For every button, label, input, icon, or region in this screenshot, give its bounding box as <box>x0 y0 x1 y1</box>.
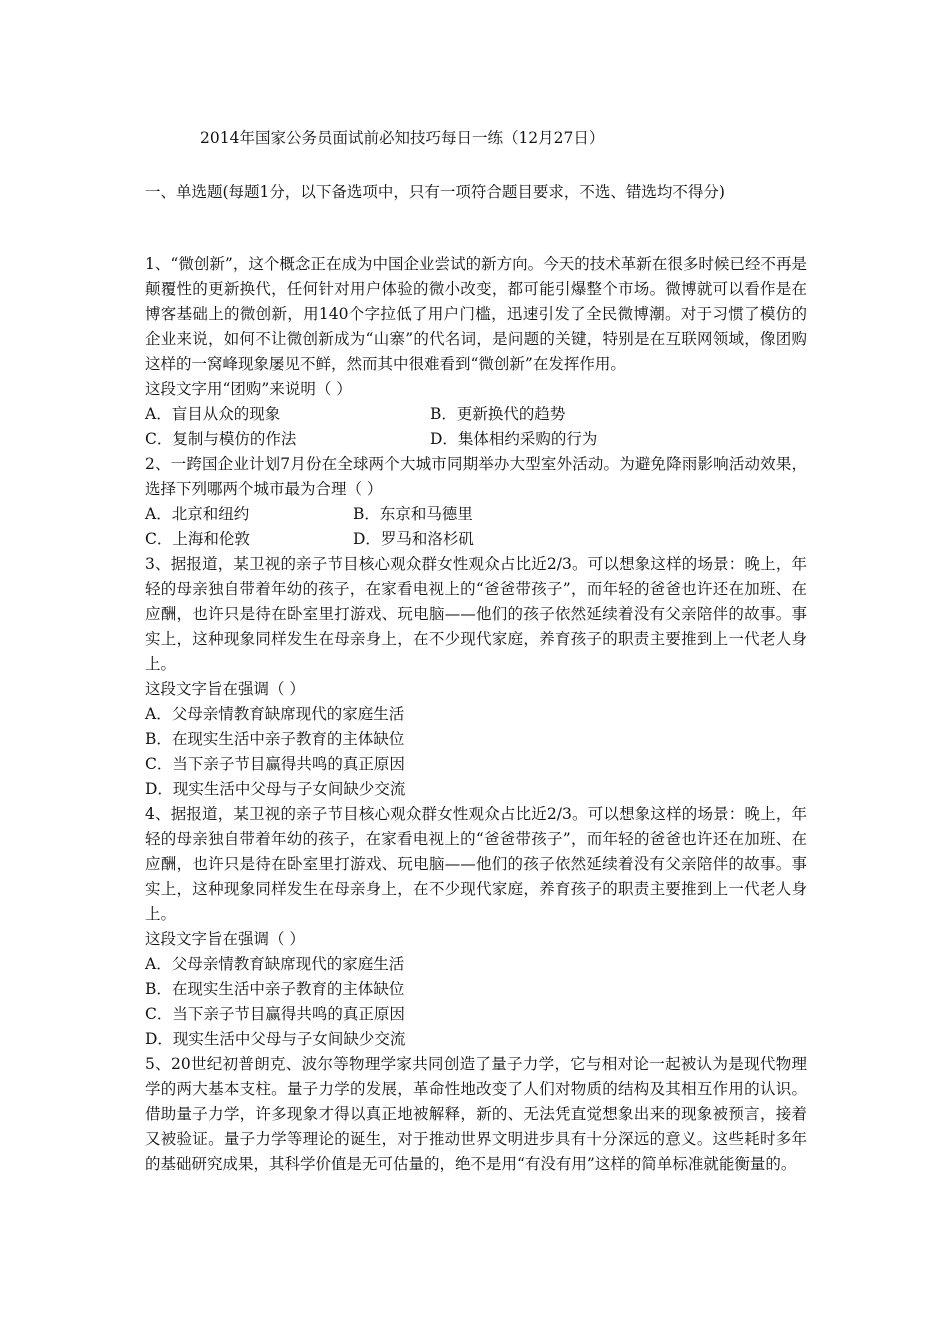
question-3-option-b: B．在现实生活中亲子教育的主体缺位 <box>145 730 405 748</box>
question-2-option-b: B．东京和马德里 <box>353 505 473 523</box>
question-1-prompt: 这段文字用“团购”来说明（ ） <box>145 380 352 398</box>
question-4-option-c: C．当下亲子节目赢得共鸣的真正原因 <box>145 1005 405 1023</box>
question-3-option-c: C．当下亲子节目赢得共鸣的真正原因 <box>145 755 405 773</box>
question-4-option-a: A．父母亲情教育缺席现代的家庭生活 <box>145 955 405 973</box>
question-1-option-a: A．盲目从众的现象 <box>145 405 281 423</box>
question-2-options-row-1 <box>145 502 807 527</box>
question-2-option-a: A．北京和纽约 <box>145 505 250 523</box>
question-2-option-c: C．上海和伦敦 <box>145 530 250 548</box>
question-2-options-row-2 <box>145 527 807 552</box>
question-2-stem: 2、一跨国企业计划7月份在全球两个大城市同期举办大型室外活动。为避免降雨影响活动效果，选择下列哪两个城市最为合理（ ） <box>145 455 807 498</box>
question-3-prompt: 这段文字旨在强调（ ） <box>145 680 305 698</box>
question-2-option-d: D．罗马和洛杉矶 <box>353 530 474 548</box>
page-title: 2014年国家公务员面试前必知技巧每日一练（12月27日） <box>200 129 605 147</box>
question-3-option-a: A．父母亲情教育缺席现代的家庭生活 <box>145 705 405 723</box>
question-3-stem: 3、据报道，某卫视的亲子节目核心观众群女性观众占比近2/3。可以想象这样的场景：晚上，年轻的母亲独自带着年幼的孩子，在家看电视上的“爸爸带孩子”，而年轻的爸爸也许还在加班、在应酬，也许只是待在卧室里打游戏、玩电脑——他们的孩子依然延续着没有父亲陪伴的故事。事实上，这种现象同样发生在母亲身上，在不少现代家庭，养育孩子的职责主要推到上一代老人身上。 <box>145 555 807 673</box>
question-list <box>145 252 807 1177</box>
question-1-options-row-1 <box>145 402 807 427</box>
question-1-options-row-2 <box>145 427 807 452</box>
question-3-option-d: D．现实生活中父母与子女间缺少交流 <box>145 780 406 798</box>
question-4-option-b: B．在现实生活中亲子教育的主体缺位 <box>145 980 405 998</box>
section-instructions: 一、单选题(每题1分，以下备选项中，只有一项符合题目要求，不选、错选均不得分) <box>145 183 725 201</box>
question-4-stem: 4、据报道，某卫视的亲子节目核心观众群女性观众占比近2/3。可以想象这样的场景：晚上，年轻的母亲独自带着年幼的孩子，在家看电视上的“爸爸带孩子”，而年轻的爸爸也许还在加班、在应酬，也许只是待在卧室里打游戏、玩电脑——他们的孩子依然延续着没有父亲陪伴的故事。事实上，这种现象同样发生在母亲身上，在不少现代家庭，养育孩子的职责主要推到上一代老人身上。 <box>145 805 807 923</box>
question-1-option-b: B．更新换代的趋势 <box>430 405 566 423</box>
question-4-prompt: 这段文字旨在强调（ ） <box>145 930 305 948</box>
question-1-option-c: C．复制与模仿的作法 <box>145 430 297 448</box>
question-1-option-d: D．集体相约采购的行为 <box>430 430 598 448</box>
question-1-stem: 1、“微创新”，这个概念正在成为中国企业尝试的新方向。今天的技术革新在很多时候已经不再是颠覆性的更新换代，任何针对用户体验的微小改变，都可能引爆整个市场。微博就可以看作是在博客基础上的微创新，用140个字拉低了用户门槛，迅速引发了全民微博潮。对于习惯了模仿的企业来说，如何不让微创新成为“山寨”的代名词，是问题的关键，特别是在互联网领域，像团购这样的一窝峰现象屡见不鲜，然而其中很难看到“微创新”在发挥作用。 <box>145 255 807 373</box>
question-4-option-d: D．现实生活中父母与子女间缺少交流 <box>145 1030 406 1048</box>
question-5-stem: 5、20世纪初普朗克、波尔等物理学家共同创造了量子力学，它与相对论一起被认为是现代物理学的两大基本支柱。量子力学的发展，革命性地改变了人们对物质的结构及其相互作用的认识。借助量子力学，许多现象才得以真正地被解释，新的、无法凭直觉想象出来的现象被预言，接着又被验证。量子力学等理论的诞生，对于推动世界文明进步具有十分深远的意义。这些耗时多年的基础研究成果，其科学价值是无可估量的，绝不是用“有没有用”这样的简单标准就能衡量的。 <box>145 1055 807 1173</box>
